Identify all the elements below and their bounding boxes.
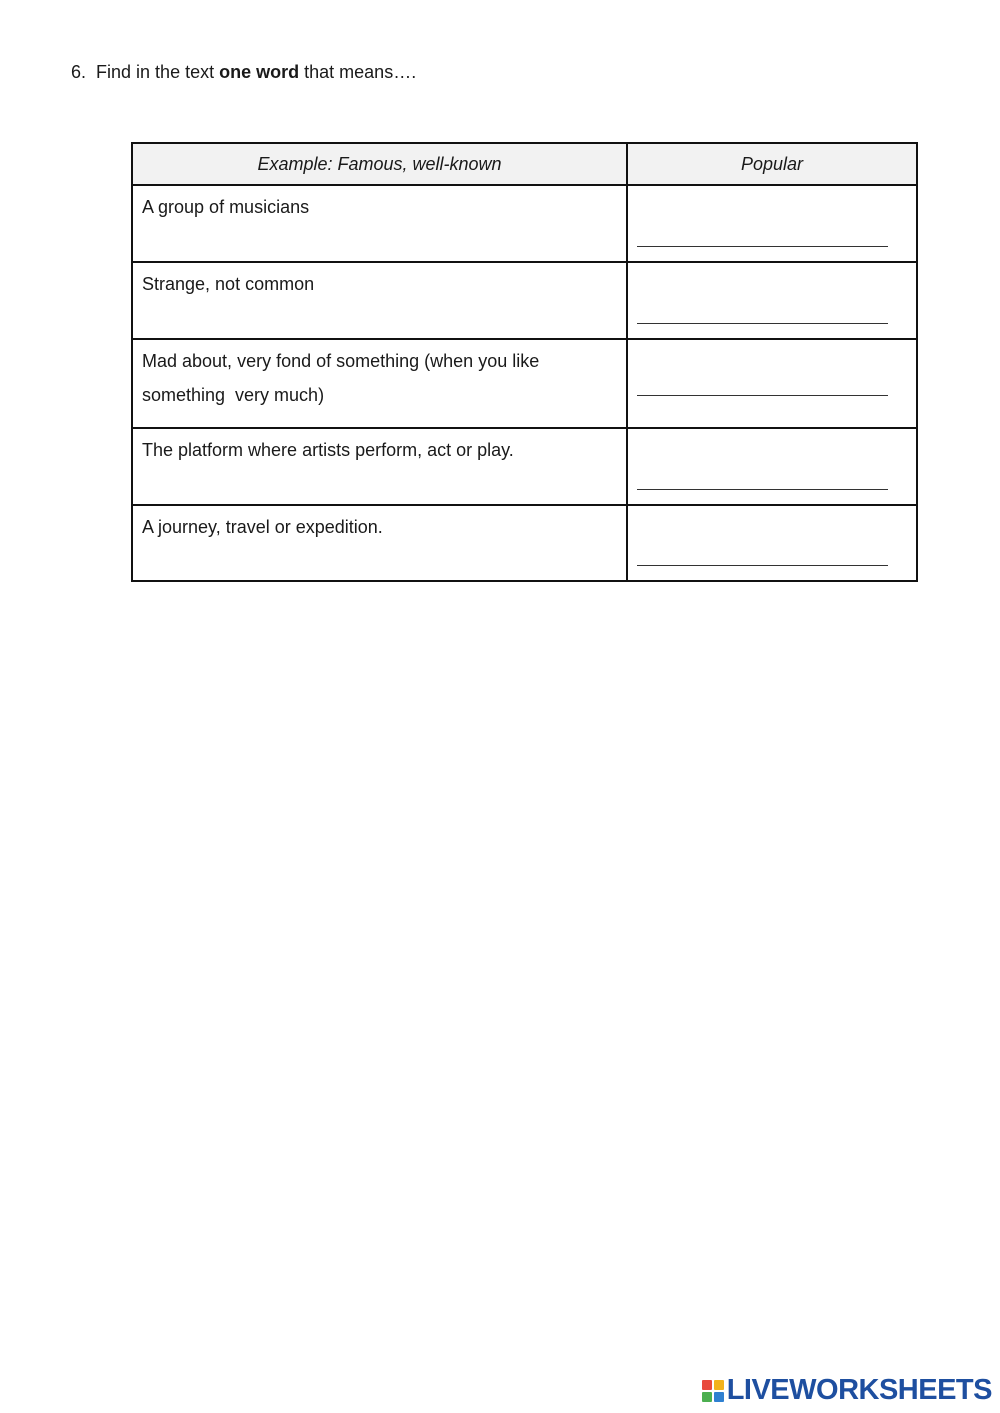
answer-cell[interactable] [627,505,917,581]
table-row [132,339,917,428]
question-prefix: Find in the text [96,62,215,82]
question-suffix: that means…. [304,62,417,82]
answer-cell[interactable] [627,339,917,428]
liveworksheets-brand [702,1374,992,1407]
table-row [132,262,917,339]
definition-cell [132,339,627,428]
example-row [132,143,917,185]
definition-cell [132,262,627,339]
definition-text: A journey, travel or expedition. [142,517,383,537]
brand-name: LIVEWORKSHEETS [726,1374,992,1406]
answer-blank[interactable] [637,395,888,396]
example-definition: Example: Famous, well-known [132,143,627,185]
definition-cell [132,428,627,505]
liveworksheets-logo-icon [702,1380,724,1402]
table-row [132,505,917,581]
question-emphasis: one word [219,62,300,82]
answer-cell[interactable] [627,262,917,339]
definition-text: A group of musicians [142,197,310,217]
answer-blank[interactable] [637,246,888,247]
definition-text: Strange, not common [142,274,315,294]
table-row [132,428,917,505]
vocabulary-table [131,142,918,582]
logo-square-red [702,1380,712,1390]
question-number: 6. [71,62,87,82]
table-row [132,185,917,262]
answer-blank[interactable] [637,323,888,324]
example-answer: Popular [627,143,917,185]
logo-square-blue [714,1392,724,1402]
definition-cell [132,185,627,262]
question-heading [71,60,416,84]
answer-blank[interactable] [637,565,888,566]
definition-cell [132,505,627,581]
answer-blank[interactable] [637,489,888,490]
answer-cell[interactable] [627,428,917,505]
definition-text: The platform where artists perform, act or play. [142,440,514,460]
definition-text: Mad about, very fond of something (when you like something very much) [142,351,545,405]
logo-square-green [702,1392,712,1402]
logo-square-yellow [714,1380,724,1390]
answer-cell[interactable] [627,185,917,262]
